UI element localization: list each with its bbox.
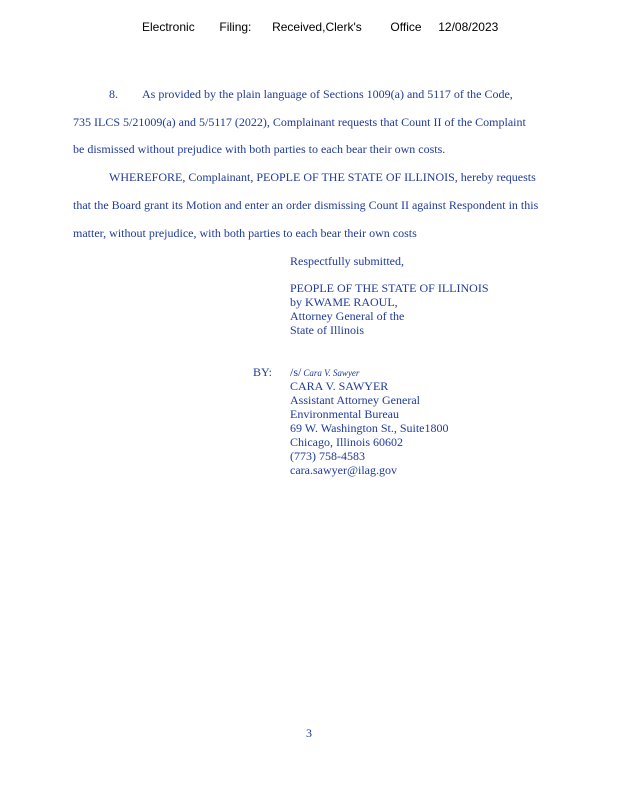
signer-address-2: Chicago, Illinois 60602: [290, 435, 403, 449]
efiling-stamp-header: [142, 20, 498, 34]
paragraph-8-line-1: 8. As provided by the plain language of Sections 1009(a) and 5117 of the Code,: [109, 87, 513, 101]
signature-closing: Respectfully submitted,: [290, 254, 404, 268]
paragraph-8-line-3: be dismissed without prejudice with both parties to each bear their own costs.: [73, 142, 446, 156]
header-received: Received,Clerk's: [272, 20, 362, 34]
header-office: Office: [390, 20, 422, 34]
paragraph-8-line-2: 735 ILCS 5/21009(a) and 5/5117 (2022), Complainant requests that Count II of the Complaint: [73, 115, 526, 129]
slash-s-mark: /s/: [290, 365, 302, 379]
signer-email: cara.sawyer@ilag.gov: [290, 463, 398, 477]
header-electronic: Electronic: [142, 20, 195, 34]
signer-name: CARA V. SAWYER: [290, 379, 389, 393]
signer-bureau: Environmental Bureau: [290, 407, 399, 421]
signer-phone: (773) 758-4583: [290, 449, 365, 463]
header-filing: Filing:: [219, 20, 252, 34]
signature-party-block: [290, 281, 489, 337]
wherefore-line-1: WHEREFORE, Complainant, PEOPLE OF THE STATE OF ILLINOIS, hereby requests: [109, 170, 536, 184]
wherefore-line-3: matter, without prejudice, with both parties to each bear their own costs: [73, 226, 417, 240]
wherefore-line-2: that the Board grant its Motion and enter an order dismissing Count II against Respondent in this: [73, 198, 539, 212]
party-line-2: by KWAME RAOUL,: [290, 295, 398, 309]
page-number: 3: [306, 726, 312, 740]
signature-script: Cara V. Sawyer: [303, 368, 360, 378]
paragraph-number: 8.: [109, 87, 118, 101]
party-line-4: State of Illinois: [290, 323, 364, 337]
signer-title: Assistant Attorney General: [290, 393, 420, 407]
signer-contact-block: [290, 379, 449, 477]
signer-address-1: 69 W. Washington St., Suite1800: [290, 421, 449, 435]
electronic-signature: [290, 365, 359, 380]
by-label: BY:: [253, 365, 272, 379]
header-date: 12/08/2023: [438, 20, 499, 34]
party-line-3: Attorney General of the: [290, 309, 405, 323]
party-line-1: PEOPLE OF THE STATE OF ILLINOIS: [290, 281, 489, 295]
